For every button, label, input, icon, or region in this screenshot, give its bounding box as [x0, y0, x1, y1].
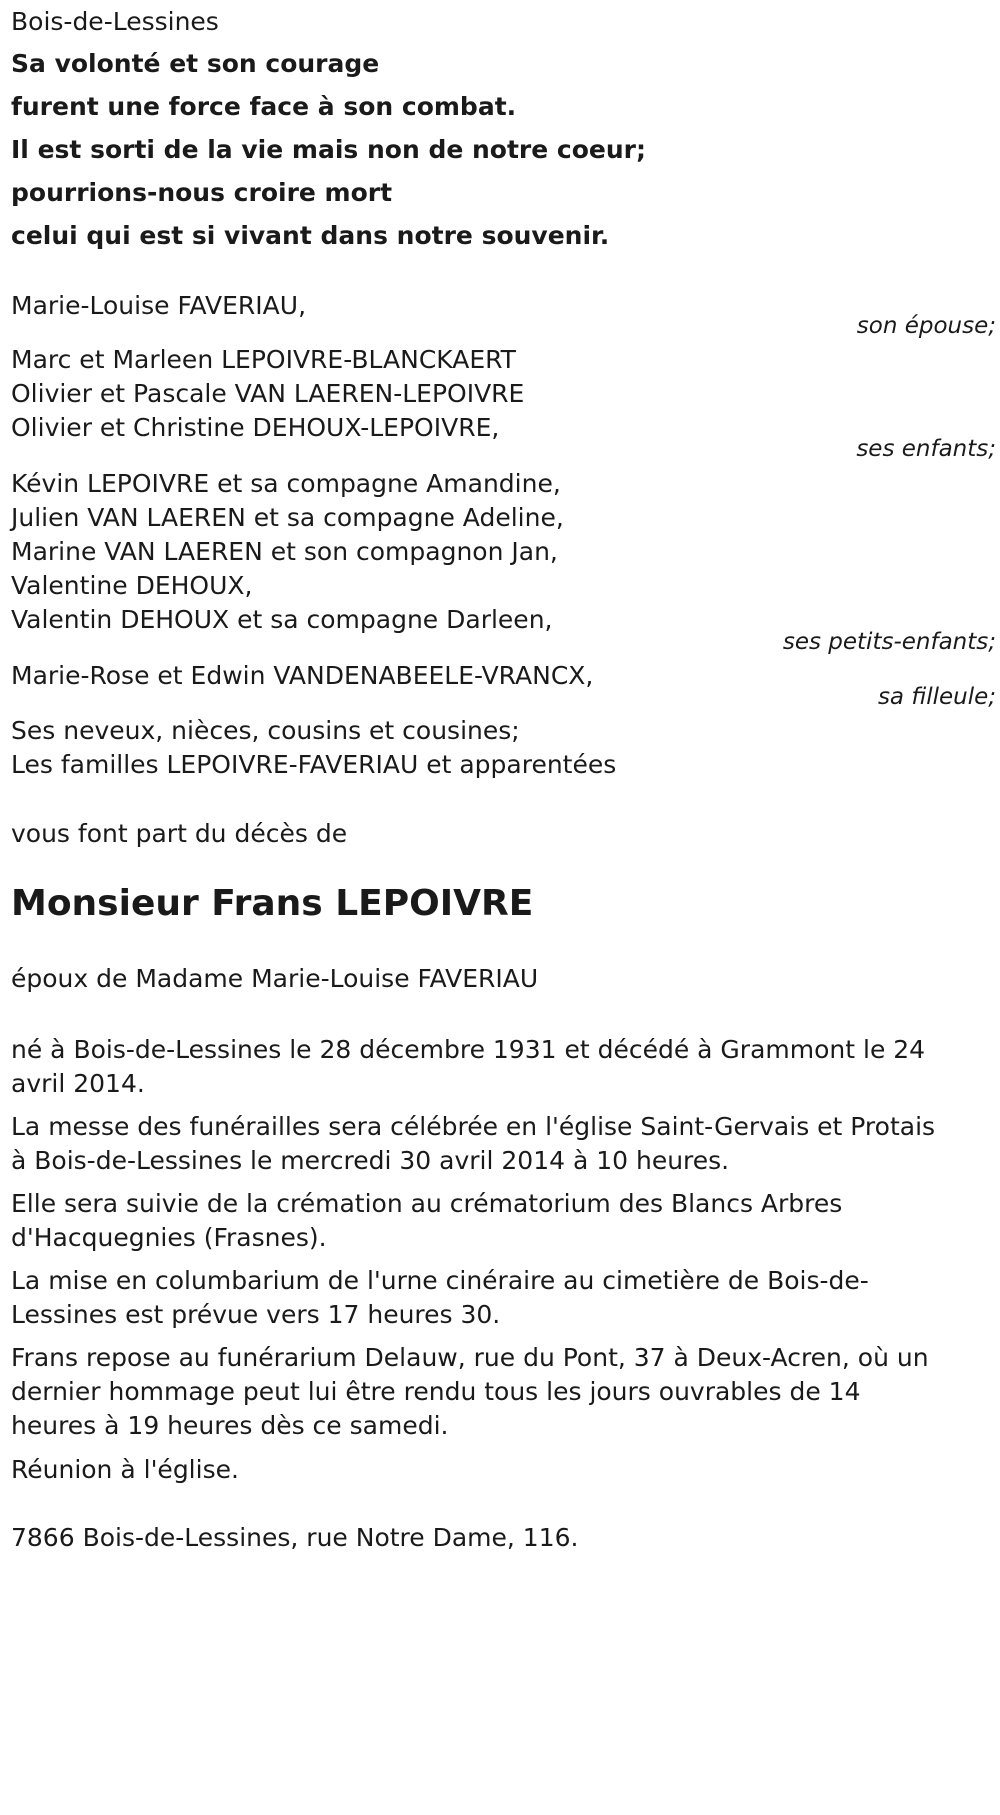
poem-line: Il est sorti de la vie mais non de notre coeur; — [11, 135, 646, 164]
family-name-line: Les familles LEPOIVRE-FAVERIAU et apparentées — [11, 750, 617, 779]
poem-line: furent une force face à son combat. — [11, 92, 517, 121]
family-name-line: Ses neveux, nièces, cousins et cousines; — [11, 716, 520, 745]
deceased-name: Monsieur Frans LEPOIVRE — [11, 883, 534, 924]
family-role: son épouse; — [856, 313, 996, 339]
family-name-line: Marine VAN LAEREN et son compagnon Jan, — [11, 537, 558, 566]
detail-line: à Bois-de-Lessines le mercredi 30 avril 2014 à 10 heures. — [11, 1146, 730, 1175]
deceased-spouse-line: époux de Madame Marie-Louise FAVERIAU — [11, 964, 539, 993]
family-name-line: Olivier et Christine DEHOUX-LEPOIVRE, — [11, 413, 500, 442]
detail-line: d'Hacquegnies (Frasnes). — [11, 1223, 327, 1252]
poem-line: celui qui est si vivant dans notre souvenir. — [11, 221, 610, 250]
detail-line: Elle sera suivie de la crémation au crématorium des Blancs Arbres — [11, 1189, 843, 1218]
detail-line: dernier hommage peut lui être rendu tous les jours ouvrables de 14 — [11, 1377, 861, 1406]
detail-line: Réunion à l'église. — [11, 1455, 239, 1484]
family-name-line: Marie-Rose et Edwin VANDENABEELE-VRANCX, — [11, 661, 594, 690]
detail-line: avril 2014. — [11, 1069, 145, 1098]
family-role: sa filleule; — [877, 684, 996, 710]
family-role: ses petits-enfants; — [782, 629, 996, 655]
family-name-line: Kévin LEPOIVRE et sa compagne Amandine, — [11, 469, 561, 498]
detail-line: La mise en columbarium de l'urne cinéraire au cimetière de Bois-de- — [11, 1266, 869, 1295]
detail-line: né à Bois-de-Lessines le 28 décembre 1931 et décédé à Grammont le 24 — [11, 1035, 926, 1064]
family-name-line: Julien VAN LAEREN et sa compagne Adeline, — [11, 503, 564, 532]
family-name-line: Marc et Marleen LEPOIVRE-BLANCKAERT — [11, 345, 516, 374]
family-name-line: Valentin DEHOUX et sa compagne Darleen, — [11, 605, 553, 634]
detail-line: Lessines est prévue vers 17 heures 30. — [11, 1300, 501, 1329]
family-role: ses enfants; — [856, 436, 996, 462]
family-name-line: Olivier et Pascale VAN LAEREN-LEPOIVRE — [11, 379, 525, 408]
place-header: Bois-de-Lessines — [11, 7, 219, 36]
poem-line: Sa volonté et son courage — [11, 49, 380, 78]
detail-line: Frans repose au funérarium Delauw, rue du Pont, 37 à Deux-Acren, où un — [11, 1343, 929, 1372]
detail-line: La messe des funérailles sera célébrée en l'église Saint-Gervais et Protais — [11, 1112, 936, 1141]
detail-line: heures à 19 heures dès ce samedi. — [11, 1411, 449, 1440]
obituary-notice — [11, 0, 996, 1815]
address: 7866 Bois-de-Lessines, rue Notre Dame, 116. — [11, 1523, 579, 1552]
family-name-line: Marie-Louise FAVERIAU, — [11, 291, 307, 320]
family-name-line: Valentine DEHOUX, — [11, 571, 253, 600]
poem-line: pourrions-nous croire mort — [11, 178, 393, 207]
announcement: vous font part du décès de — [11, 819, 348, 848]
